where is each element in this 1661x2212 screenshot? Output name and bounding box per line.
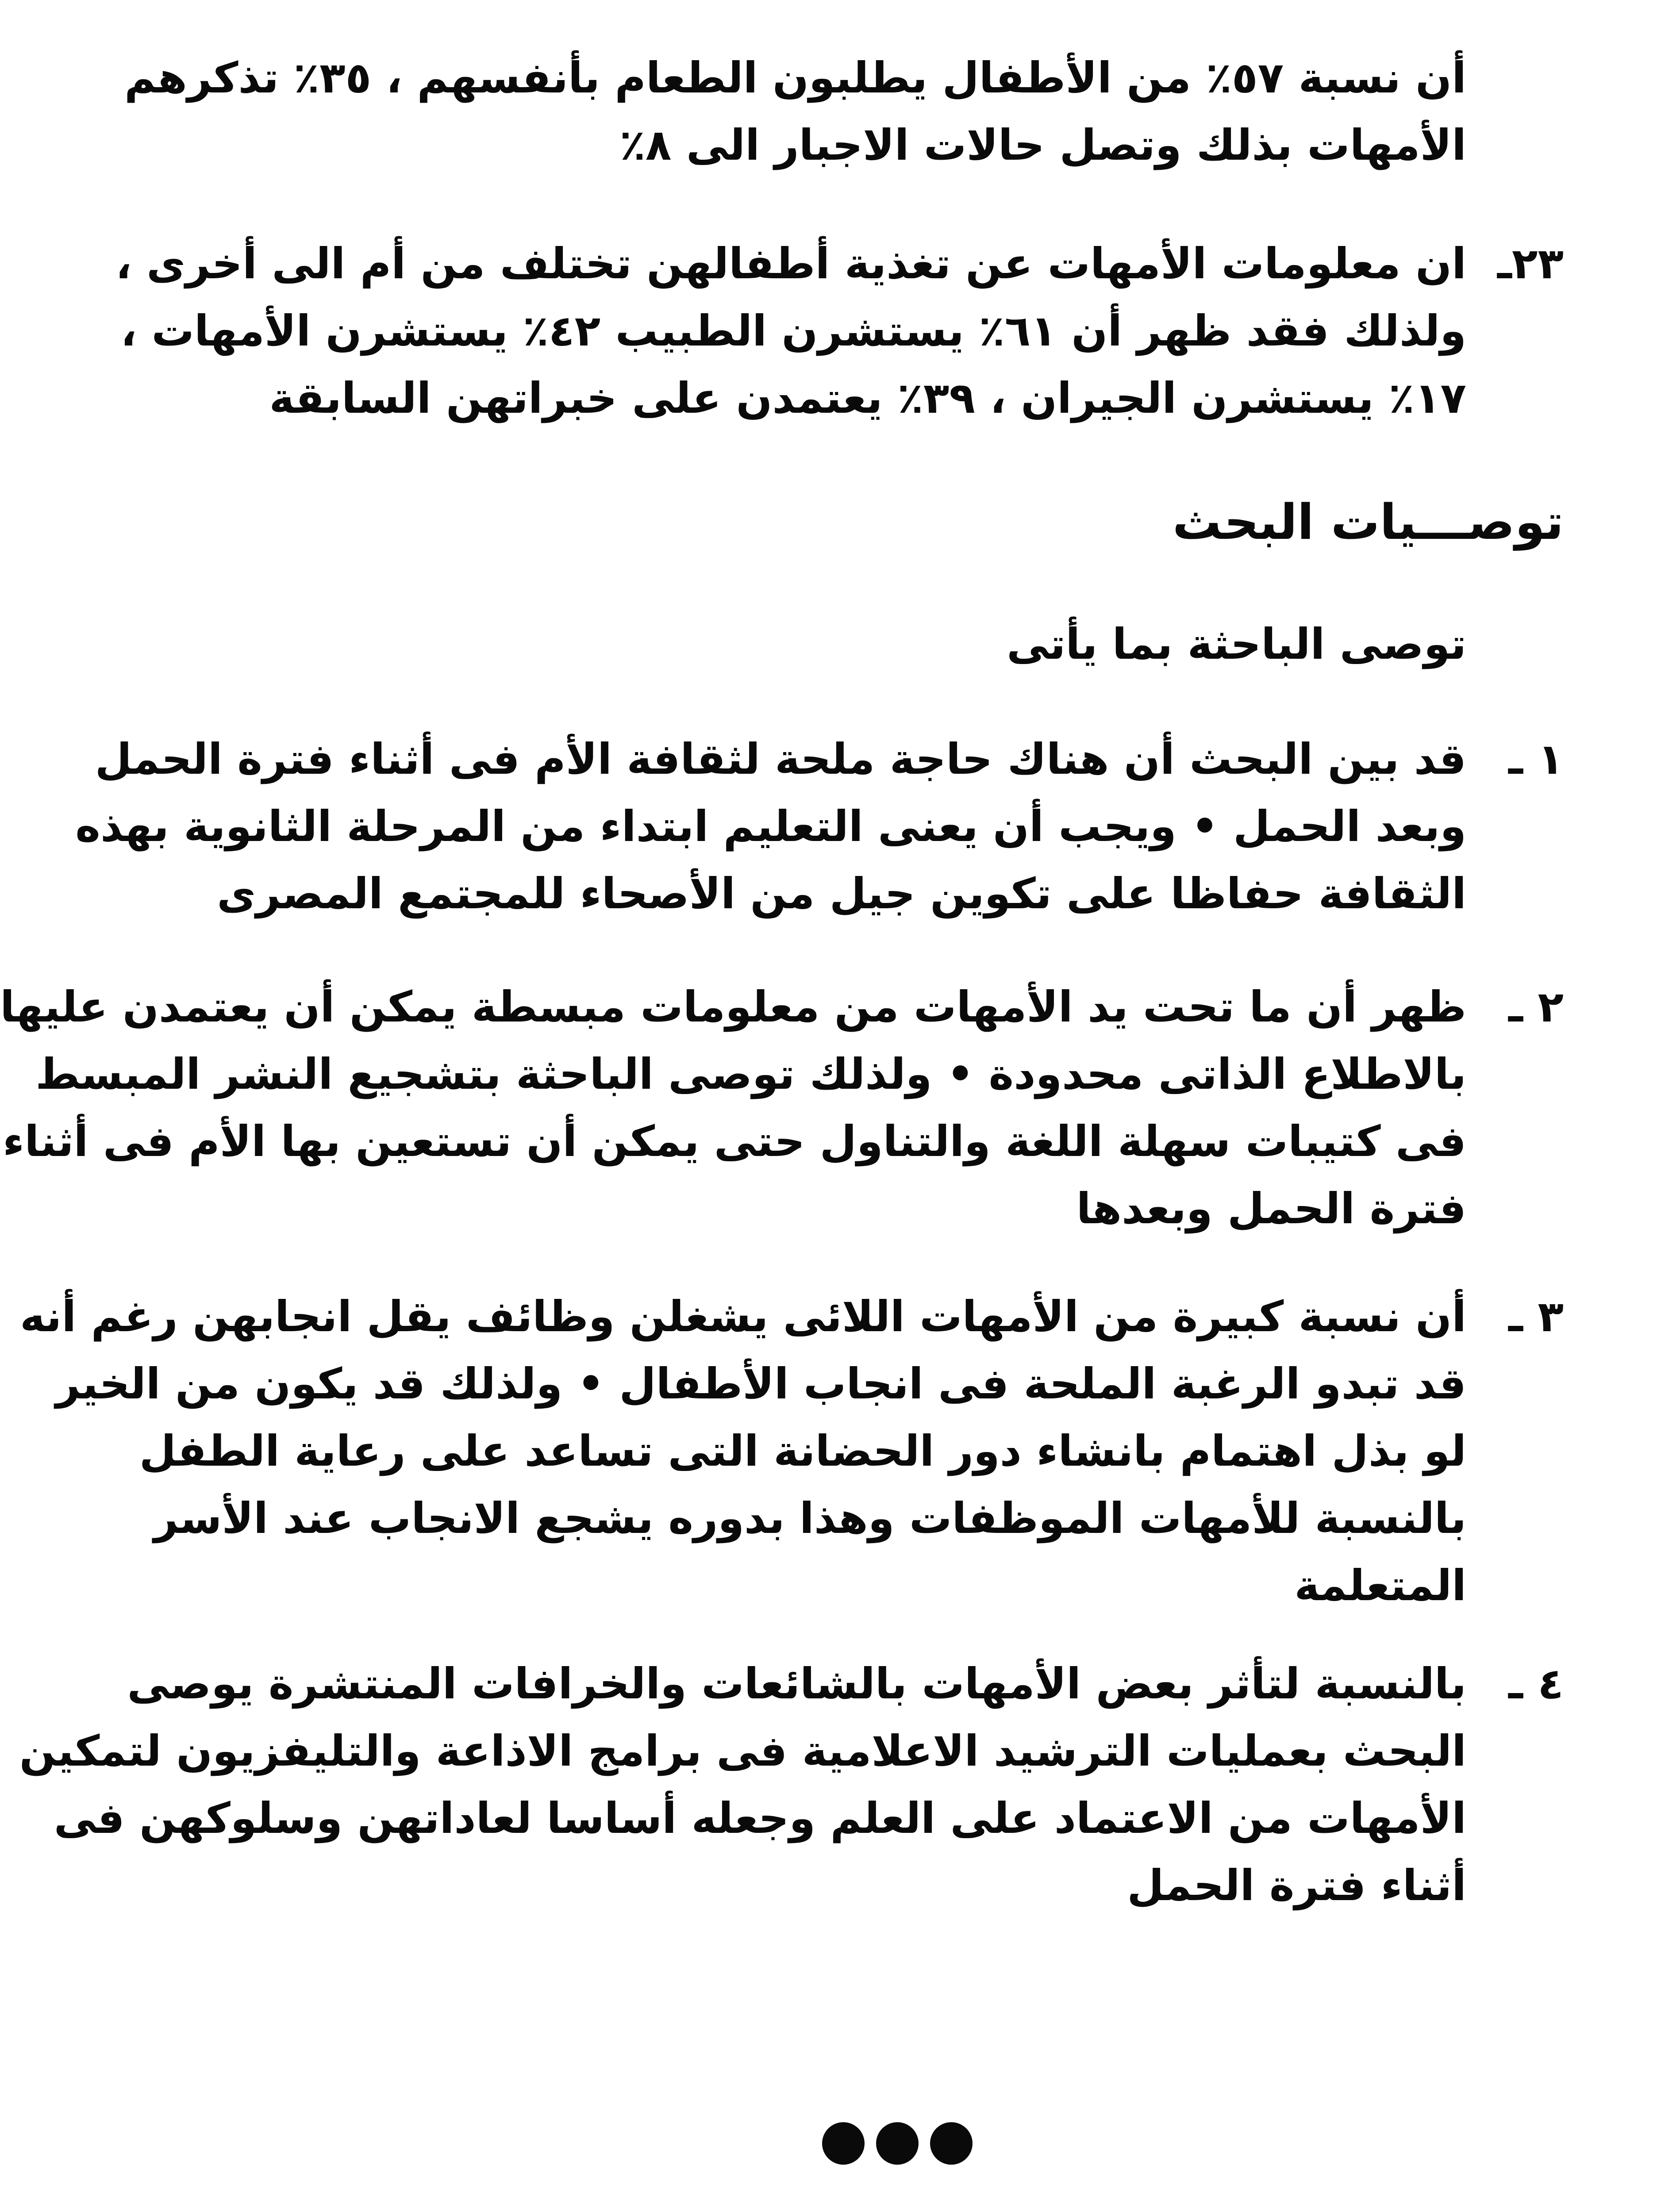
text-line: ولذلك فقد ظهر أن ٦١٪ يستشرن الطبيب ٤٢٪ يستشرن الأمهات ، [120,306,1466,356]
item-text [115,230,1466,432]
section-intro: توصى الباحثة بما يأتى [1007,619,1466,669]
text-line: ظهر أن ما تحت يد الأمهات من معلومات مبسطة يمكن أن يعتمدن عليها [0,982,1466,1032]
item-number: ٤ ـ [1508,1659,1564,1709]
text-line: فترة الحمل وبعدها [1076,1184,1466,1233]
text-line: ١٧٪ يستشرن الجيران ، ٣٩٪ يعتمدن على خبراتهن السابقة [269,373,1466,423]
text-line: لو بذل اهتمام بانشاء دور الحضانة التى تساعد على رعاية الطفل [139,1426,1466,1476]
text-line: بالاطلاع الذاتى محدودة • ولذلك توصى الباحثة بتشجيع النشر المبسط [35,1049,1466,1099]
text-line: المتعلمة [1294,1561,1466,1610]
text-line: بالنسبة للأمهات الموظفات وهذا بدوره يشجع الانجاب عند الأسر [154,1494,1466,1543]
text-line: الثقافة حفاظا على تكوين جيل من الأصحاء للمجتمع المصرى [217,869,1466,918]
item-number: ٢ ـ [1508,982,1564,1032]
dot-icon [822,2122,865,2165]
text-line: بالنسبة لتأثر بعض الأمهات بالشائعات والخرافات المنتشرة يوصى [127,1659,1466,1709]
text-line: وبعد الحمل • ويجب أن يعنى التعليم ابتداء من المرحلة الثانوية بهذه [75,802,1466,851]
text-line: أن نسبة كبيرة من الأمهات اللائى يشغلن وظائف يقل انجابهن رغم أنه [20,1292,1466,1341]
opening-paragraph [124,44,1466,179]
section-heading: توصـــيات البحث [1172,494,1564,550]
item-text [19,1650,1466,1919]
text-line: الأمهات من الاعتماد على العلم وجعله أساسا لعاداتهن وسلوكهن فى [54,1793,1466,1843]
three-dots-ornament-icon [822,2119,973,2168]
text-line: فى كتيبات سهلة اللغة والتناول حتى يمكن أن تستعين بها الأم فى أثناء [3,1117,1466,1166]
text-line: ان معلومات الأمهات عن تغذية أطفالهن تختلف من أم الى أخرى ، [115,239,1466,288]
item-text [0,973,1466,1242]
item-text [20,1283,1466,1619]
text-line: البحث بعمليات الترشيد الاعلامية فى برامج الاذاعة والتليفزيون لتمكين [19,1726,1466,1776]
text-line: قد تبدو الرغبة الملحة فى انجاب الأطفال • ولذلك قد يكون من الخير [55,1359,1466,1409]
text-line: أن نسبة ٥٧٪ من الأطفال يطلبون الطعام بأنفسهم ، ٣٥٪ تذكرهم [124,53,1466,103]
text-line: قد بين البحث أن هناك حاجة ملحة لثقافة الأم فى أثناء فترة الحمل [95,734,1466,784]
text-line: الأمهات بذلك وتصل حالات الاجبار الى ٨٪ [619,120,1466,170]
dot-icon [930,2122,973,2165]
item-number: ٣ ـ [1508,1292,1564,1341]
item-text [75,726,1466,927]
item-number: ١ ـ [1508,734,1564,784]
text-line: أثناء فترة الحمل [1127,1861,1466,1910]
dot-icon [876,2122,919,2165]
item-number: ٢٣ـ [1497,239,1564,288]
